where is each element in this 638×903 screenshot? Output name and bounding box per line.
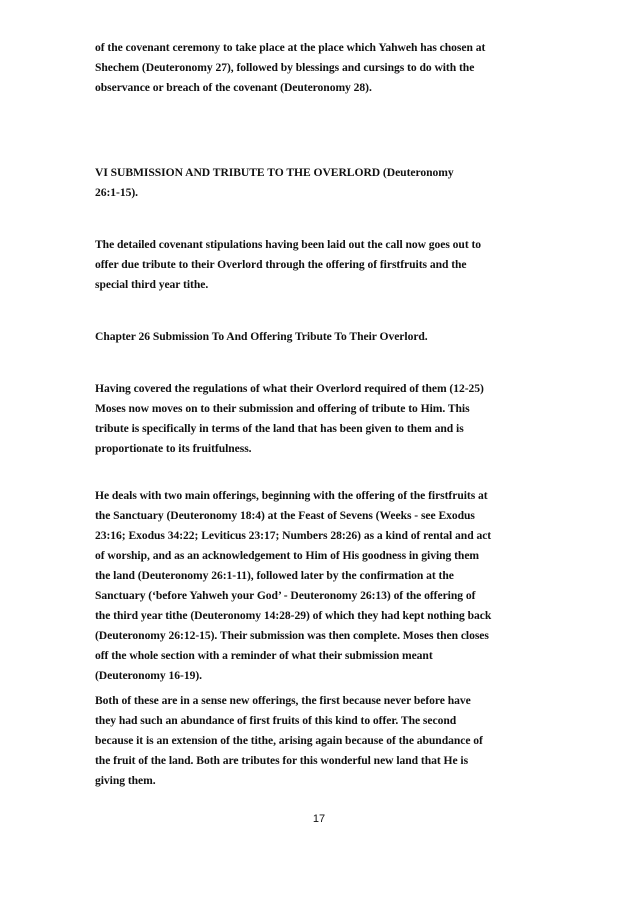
text-line: (Deuteronomy 26:12-15). Their submission was then complete. Moses then closes (95, 629, 489, 642)
text-line: observance or breach of the covenant (Deuteronomy 28). (95, 81, 372, 94)
page-number: 17 (312, 813, 326, 825)
text-line: offer due tribute to their Overlord through the offering of firstfruits and the (95, 258, 467, 271)
paragraph-covenant-ceremony (95, 38, 545, 98)
text-line: Having covered the regulations of what their Overlord required of them (12-25) (95, 382, 484, 395)
chapter-heading (95, 327, 545, 347)
text-line: Both of these are in a sense new offerings, the first because never before have (95, 694, 471, 707)
text-line: because it is an extension of the tithe, arising again because of the abundance of (95, 734, 483, 747)
text-line: He deals with two main offerings, beginning with the offering of the firstfruits at (95, 489, 488, 502)
text-line: special third year tithe. (95, 278, 209, 291)
text-line: tribute is specifically in terms of the land that has been given to them and is (95, 422, 464, 435)
text-line: VI SUBMISSION AND TRIBUTE TO THE OVERLORD (Deuteronomy (95, 166, 454, 179)
text-line: the Sanctuary (Deuteronomy 18:4) at the Feast of Sevens (Weeks - see Exodus (95, 509, 475, 522)
text-line: the fruit of the land. Both are tributes for this wonderful new land that He is (95, 754, 469, 767)
text-line: 26:1-15). (95, 186, 139, 199)
text-line: the land (Deuteronomy 26:1-11), followed later by the confirmation at the (95, 569, 454, 582)
text-line: (Deuteronomy 16-19). (95, 669, 202, 682)
paragraph-covenant-stipulations (95, 235, 545, 295)
text-line: they had such an abundance of first fruits of this kind to offer. The second (95, 714, 457, 727)
text-line: Moses now moves on to their submission and offering of tribute to Him. This (95, 402, 470, 415)
text-line: of the covenant ceremony to take place at the place which Yahweh has chosen at (95, 41, 486, 54)
paragraph-new-offerings (95, 691, 545, 791)
paragraph-regulations (95, 379, 545, 459)
text-line: off the whole section with a reminder of what their submission meant (95, 649, 433, 662)
text-line: 23:16; Exodus 34:22; Leviticus 23:17; Numbers 28:26) as a kind of rental and act (95, 529, 492, 542)
text-line: Sanctuary (‘before Yahweh your God’ - Deuteronomy 26:13) of the offering of (95, 589, 476, 602)
text-line: Chapter 26 Submission To And Offering Tribute To Their Overlord. (95, 330, 428, 343)
text-line: the third year tithe (Deuteronomy 14:28-29) of which they had kept nothing back (95, 609, 492, 622)
paragraph-two-offerings (95, 486, 545, 686)
text-line: of worship, and as an acknowledgement to Him of His goodness in giving them (95, 549, 480, 562)
text-line: proportionate to its fruitfulness. (95, 442, 252, 455)
section-heading-submission (95, 163, 545, 203)
text-line: giving them. (95, 774, 156, 787)
text-line: Shechem (Deuteronomy 27), followed by blessings and cursings to do with the (95, 61, 475, 74)
text-line: The detailed covenant stipulations having been laid out the call now goes out to (95, 238, 482, 251)
